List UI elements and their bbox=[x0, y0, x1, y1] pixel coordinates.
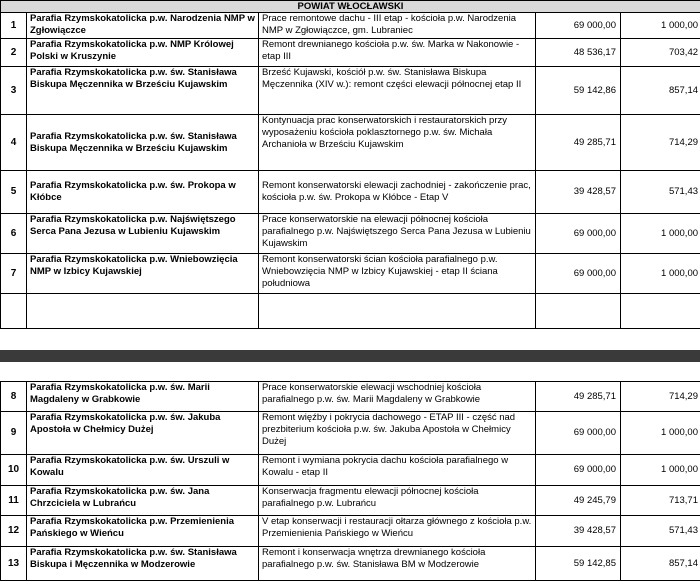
row-number: 13 bbox=[1, 547, 27, 581]
secondary-amount: 1 000,00 bbox=[621, 13, 700, 39]
row-number: 8 bbox=[1, 382, 27, 412]
grant-amount: 59 142,86 bbox=[536, 67, 621, 115]
empty-cell bbox=[536, 294, 621, 329]
table-row bbox=[1, 13, 700, 39]
empty-cell bbox=[259, 294, 536, 329]
grant-amount: 39 428,57 bbox=[536, 516, 621, 547]
table-row bbox=[1, 214, 700, 254]
row-number: 7 bbox=[1, 254, 27, 294]
table-row bbox=[1, 171, 700, 214]
table-row bbox=[1, 254, 700, 294]
row-number: 10 bbox=[1, 455, 27, 486]
page-break-separator bbox=[0, 350, 700, 362]
grant-amount: 69 000,00 bbox=[536, 455, 621, 486]
applicant-name: Parafia Rzymskokatolicka p.w. Narodzenia NMP w Zgłowiączce bbox=[27, 13, 259, 39]
grant-amount: 49 285,71 bbox=[536, 115, 621, 171]
section-title: POWIAT WŁOCŁAWSKI bbox=[1, 1, 700, 13]
row-number: 3 bbox=[1, 67, 27, 115]
row-number: 6 bbox=[1, 214, 27, 254]
task-description: Remont konserwatorski elewacji zachodniej - zakończenie prac, kościoła p.w. św. Prokopa w Kłóbce - Etap V bbox=[259, 171, 536, 214]
grant-amount: 39 428,57 bbox=[536, 171, 621, 214]
task-description: Prace konserwatorskie elewacji wschodniej kościoła parafialnego p.w. św. Marii Magdaleny w Grabkowie bbox=[259, 382, 536, 412]
row-number: 11 bbox=[1, 486, 27, 516]
secondary-amount: 857,14 bbox=[621, 547, 700, 581]
applicant-name: Parafia Rzymskokatolicka p.w. św. Urszuli w Kowalu bbox=[27, 455, 259, 486]
empty-row bbox=[1, 294, 700, 329]
table-row bbox=[1, 516, 700, 547]
applicant-name: Parafia Rzymskokatolicka p.w. św. Jakuba Apostoła w Chełmicy Dużej bbox=[27, 412, 259, 455]
task-description: V etap konserwacji i restauracji ołtarza głównego z kościoła p.w. Przemienienia Pańskiego w Wieńcu bbox=[259, 516, 536, 547]
grant-amount: 49 285,71 bbox=[536, 382, 621, 412]
secondary-amount: 1 000,00 bbox=[621, 455, 700, 486]
table-row bbox=[1, 382, 700, 412]
empty-cell bbox=[27, 294, 259, 329]
row-number: 5 bbox=[1, 171, 27, 214]
task-description: Konserwacja fragmentu elewacji północnej kościoła parafialnego p.w. Lubrańcu bbox=[259, 486, 536, 516]
section-header-row bbox=[1, 1, 700, 13]
grant-amount: 69 000,00 bbox=[536, 214, 621, 254]
secondary-amount: 1 000,00 bbox=[621, 214, 700, 254]
applicant-name: Parafia Rzymskokatolicka p.w. św. Jana Chrzciciela w Lubrańcu bbox=[27, 486, 259, 516]
secondary-amount: 857,14 bbox=[621, 67, 700, 115]
grant-amount: 69 000,00 bbox=[536, 412, 621, 455]
task-description: Remont drewnianego kościoła p.w. św. Marka w Nakonowie - etap III bbox=[259, 39, 536, 67]
task-description: Kontynuacja prac konserwatorskich i restauratorskich przy wyposażeniu kościoła poklasztornego p.w. św. Michała Archanioła w Brześciu Kujawskim bbox=[259, 115, 536, 171]
grant-amount: 69 000,00 bbox=[536, 254, 621, 294]
row-number: 2 bbox=[1, 39, 27, 67]
task-description: Remont i wymiana pokrycia dachu kościoła parafialnego w Kowalu - etap II bbox=[259, 455, 536, 486]
table-row bbox=[1, 455, 700, 486]
task-description: Remont i konserwacja wnętrza drewnianego kościoła parafialnego p.w. św. Stanisława BM w Modzerowie bbox=[259, 547, 536, 581]
applicant-name: Parafia Rzymskokatolicka p.w. św. Prokopa w Kłóbce bbox=[27, 171, 259, 214]
task-description: Brześć Kujawski, kościół p.w. św. Stanisława Biskupa Męczennika (XIV w.): remont części elewacji północnej etap II bbox=[259, 67, 536, 115]
secondary-amount: 1 000,00 bbox=[621, 412, 700, 455]
task-description: Remont więźby i pokrycia dachowego - ETAP III - część nad prezbiterium kościoła p.w. św. Jakuba Apostoła w Chełmicy Dużej bbox=[259, 412, 536, 455]
applicant-name: Parafia Rzymskokatolicka p.w. Wniebowzięcia NMP w Izbicy Kujawskiej bbox=[27, 254, 259, 294]
grant-amount: 48 536,17 bbox=[536, 39, 621, 67]
applicant-name: Parafia Rzymskokatolicka p.w. św. Marii Magdaleny w Grabkowie bbox=[27, 382, 259, 412]
row-number: 12 bbox=[1, 516, 27, 547]
applicant-name: Parafia Rzymskokatolicka p.w. św. Stanisława Biskupa i Męczennika w Modzerowie bbox=[27, 547, 259, 581]
applicant-name: Parafia Rzymskokatolicka p.w. Przemienienia Pańskiego w Wieńcu bbox=[27, 516, 259, 547]
secondary-amount: 714,29 bbox=[621, 115, 700, 171]
applicant-name: Parafia Rzymskokatolicka p.w. Najświętszego Serca Pana Jezusa w Lubieniu Kujawskim bbox=[27, 214, 259, 254]
secondary-amount: 714,29 bbox=[621, 382, 700, 412]
row-number: 4 bbox=[1, 115, 27, 171]
secondary-amount: 571,43 bbox=[621, 516, 700, 547]
secondary-amount: 571,43 bbox=[621, 171, 700, 214]
table-row bbox=[1, 67, 700, 115]
secondary-amount: 1 000,00 bbox=[621, 254, 700, 294]
grants-table-continued bbox=[0, 381, 700, 581]
table-row bbox=[1, 547, 700, 581]
secondary-amount: 703,42 bbox=[621, 39, 700, 67]
row-number: 1 bbox=[1, 13, 27, 39]
task-description: Prace remontowe dachu - III etap - kościoła p.w. Narodzenia NMP w Zgłowiączce, gm. Lubraniec bbox=[259, 13, 536, 39]
table-row bbox=[1, 115, 700, 171]
applicant-name: Parafia Rzymskokatolicka p.w. św. Stanisława Biskupa Męczennika w Brześciu Kujawskim bbox=[27, 115, 259, 171]
empty-cell bbox=[621, 294, 700, 329]
table-row bbox=[1, 486, 700, 516]
table-row bbox=[1, 412, 700, 455]
empty-cell bbox=[1, 294, 27, 329]
grant-amount: 49 245,79 bbox=[536, 486, 621, 516]
table-row bbox=[1, 39, 700, 67]
task-description: Remont konserwatorski ścian kościoła parafialnego p.w. Wniebowzięcia NMP w Izbicy Kujawskiej - etap II ściana południowa bbox=[259, 254, 536, 294]
applicant-name: Parafia Rzymskokatolicka p.w. św. Stanisława Biskupa Męczennika w Brześciu Kujawskim bbox=[27, 67, 259, 115]
applicant-name: Parafia Rzymskokatolicka p.w. NMP Królowej Polski w Kruszynie bbox=[27, 39, 259, 67]
task-description: Prace konserwatorskie na elewacji północnej kościoła parafialnego p.w. Najświętszego Serca Pana Jezusa w Lubieniu Kujawskim bbox=[259, 214, 536, 254]
row-number: 9 bbox=[1, 412, 27, 455]
grant-amount: 59 142,85 bbox=[536, 547, 621, 581]
grant-amount: 69 000,00 bbox=[536, 13, 621, 39]
secondary-amount: 713,71 bbox=[621, 486, 700, 516]
